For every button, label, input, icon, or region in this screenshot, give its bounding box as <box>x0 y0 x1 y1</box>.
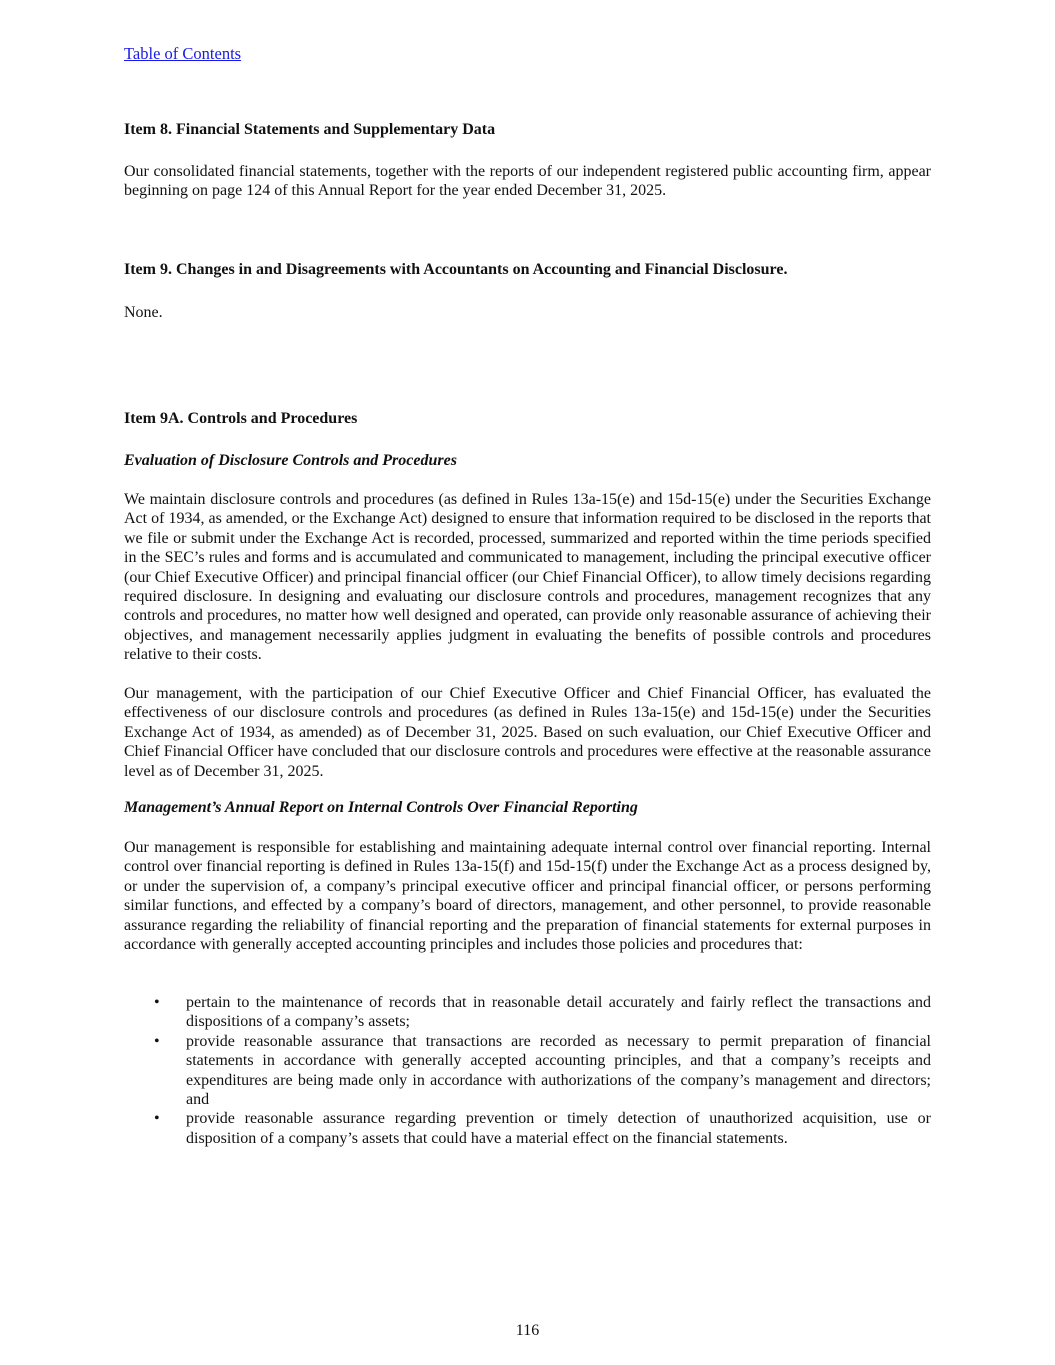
icfr-subheading: Management’s Annual Report on Internal Controls Over Financial Reporting <box>124 799 638 816</box>
item9-body: None. <box>124 304 163 321</box>
bullet-icon: • <box>154 1032 160 1050</box>
item9-heading: Item 9. Changes in and Disagreements with Accountants on Accounting and Financial Disclosure. <box>124 261 788 278</box>
page-number: 116 <box>515 1322 540 1339</box>
bullet-text: pertain to the maintenance of records that in reasonable detail accurately and fairly reflect the transactions and dispositions of a company’s assets; <box>186 994 931 1031</box>
bullet-text: provide reasonable assurance regarding prevention or timely detection of unauthorized acquisition, use or disposition of a company’s assets that could have a material effect on the financial statements. <box>186 1110 931 1147</box>
item9a-heading: Item 9A. Controls and Procedures <box>124 410 358 427</box>
table-of-contents-link[interactable]: Table of Contents <box>124 44 242 63</box>
list-item <box>124 993 931 1032</box>
management-evaluation-paragraph: Our management, with the participation of our Chief Executive Officer and Chief Financial Officer, has evaluated the effectiveness of our disclosure controls and procedures (as defined in Rules 13a-15(e) and 15d-15(e) under the Securities Exchange Act of 1934, as amended) as of December 31, 2025. Based on such evaluation, our Chief Executive Officer and Chief Financial Officer have concluded that our disclosure controls and procedures were effective at the reasonable assurance level as of December 31, 2025. <box>124 685 931 780</box>
item8-heading: Item 8. Financial Statements and Supplementary Data <box>124 121 496 138</box>
icfr-bullet-list <box>124 993 931 1148</box>
evaluation-subheading: Evaluation of Disclosure Controls and Procedures <box>124 452 457 469</box>
list-item <box>124 1109 931 1148</box>
bullet-icon: • <box>154 994 160 1011</box>
bullet-text: provide reasonable assurance that transactions are recorded as necessary to permit preparation of financial statements in accordance with generally accepted accounting principles, and that a company’s receipts and expenditures are being made only in accordance with authorizations of the company’s management and directors; and <box>186 1032 931 1109</box>
bullet-icon: • <box>154 1110 160 1128</box>
icfr-paragraph: Our management is responsible for establishing and maintaining adequate internal control over financial reporting. Internal control over financial reporting is defined in Rules 13a-15(f) and 15d-15(f) under the Exchange Act as a process designed by, or under the supervision of, a company’s principal executive officer and principal financial officer, or persons performing similar functions, and effected by a company’s board of directors, management, and other personnel, to provide reasonable assurance regarding the reliability of financial reporting and the preparation of financial statements for external purposes in accordance with generally accepted accounting principles and includes those policies and procedures that: <box>124 839 931 954</box>
item8-body: Our consolidated financial statements, together with the reports of our independent registered public accounting firm, appear beginning on page 124 of this Annual Report for the year ended December 31, 2025. <box>124 163 931 200</box>
list-item <box>124 1032 931 1110</box>
disclosure-controls-paragraph: We maintain disclosure controls and procedures (as defined in Rules 13a-15(e) and 15d-15(e) under the Securities Exchange Act of 1934, as amended, or the Exchange Act) designed to ensure that information required to be disclosed in the reports that we file or submit under the Exchange Act is recorded, processed, summarized and reported within the time periods specified in the SEC’s rules and forms and is accumulated and communicated to management, including the principal executive officer (our Chief Executive Officer) and principal financial officer (our Chief Financial Officer), to allow timely decisions regarding required disclosure. In designing and evaluating our disclosure controls and procedures, management recognizes that any controls and procedures, no matter how well designed and operated, can provide only reasonable assurance of achieving their objectives, and management necessarily applies judgment in evaluating the benefits of possible controls and procedures relative to their costs. <box>124 491 931 664</box>
